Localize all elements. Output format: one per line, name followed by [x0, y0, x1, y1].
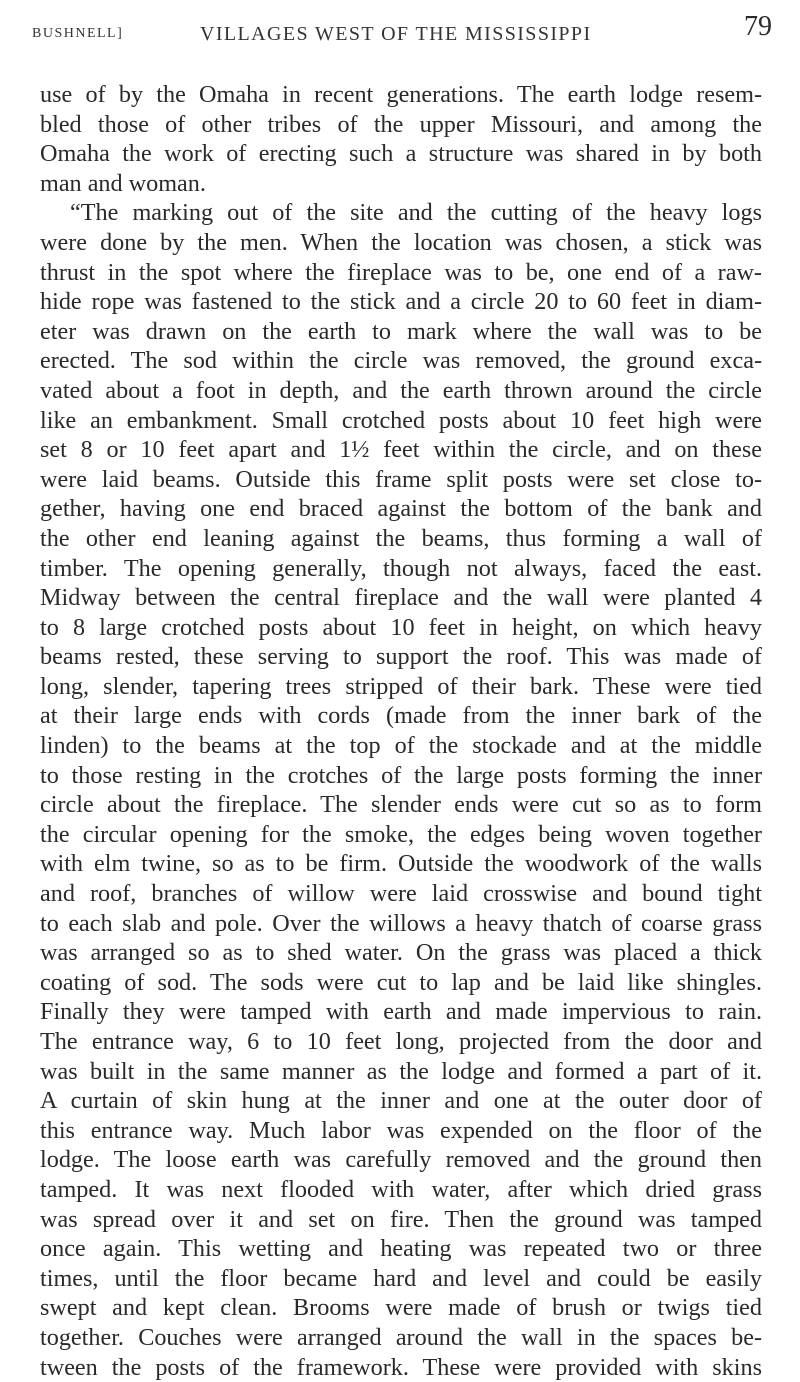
text-line: thrust in the spot where the fireplace was to be, one end of a raw-: [40, 258, 762, 286]
text-line: linden) to the beams at the top of the stockade and at the middle: [40, 732, 762, 760]
text-line: Midway between the central fireplace and the wall were planted 4: [40, 584, 762, 612]
text-line: swept and kept clean. Brooms were made of brush or twigs tied: [40, 1294, 762, 1322]
page-number: 79: [744, 11, 772, 42]
text-line: use of by the Omaha in recent generations. The earth lodge resem-: [40, 81, 762, 108]
text-line: to those resting in the crotches of the large posts forming the inner: [40, 761, 762, 789]
text-line: man and woman.: [40, 169, 206, 197]
text-line: timber. The opening generally, though not always, faced the east.: [40, 554, 762, 582]
body-text: [40, 80, 762, 1382]
running-head-author: BUSHNELL]: [32, 26, 124, 41]
running-head: [32, 6, 772, 46]
text-line: to each slab and pole. Over the willows a heavy thatch of coarse grass: [40, 909, 762, 937]
text-line: like an embankment. Small crotched posts about 10 feet high were: [40, 406, 762, 434]
text-line: A curtain of skin hung at the inner and one at the outer door of: [40, 1087, 762, 1115]
text-line: was arranged so as to shed water. On the grass was placed a thick: [40, 939, 762, 967]
text-line: together. Couches were arranged around the wall in the spaces be-: [40, 1323, 762, 1351]
text-line: to 8 large crotched posts about 10 feet in height, on which heavy: [40, 613, 762, 641]
text-line: set 8 or 10 feet apart and 1½ feet within the circle, and on these: [40, 436, 762, 464]
text-line: times, until the floor became hard and level and could be easily: [40, 1264, 762, 1292]
text-line: and roof, branches of willow were laid crosswise and bound tight: [40, 880, 762, 908]
text-line: hide rope was fastened to the stick and a circle 20 to 60 feet in diam-: [40, 288, 762, 316]
text-line: tween the posts of the framework. These were provided with skins: [40, 1353, 762, 1381]
text-line: gether, having one end braced against the bottom of the bank and: [40, 495, 762, 523]
text-line: the circular opening for the smoke, the edges being woven together: [40, 820, 762, 848]
text-line: tamped. It was next flooded with water, after which dried grass: [40, 1175, 762, 1203]
text-line: lodge. The loose earth was carefully removed and the ground then: [40, 1146, 762, 1174]
text-line: eter was drawn on the earth to mark where the wall was to be: [40, 317, 762, 345]
text-line: was spread over it and set on fire. Then the ground was tamped: [40, 1205, 762, 1233]
text-line: beams rested, these serving to support the roof. This was made of: [40, 643, 762, 671]
text-line: circle about the fireplace. The slender ends were cut so as to form: [40, 791, 762, 819]
text-line: was built in the same manner as the lodge and formed a part of it.: [40, 1057, 762, 1085]
text-line: vated about a foot in depth, and the earth thrown around the circle: [40, 376, 762, 404]
text-line: bled those of other tribes of the upper Missouri, and among the: [40, 110, 762, 138]
text-line: this entrance way. Much labor was expended on the floor of the: [40, 1116, 762, 1144]
running-head-title: VILLAGES WEST OF THE MISSISSIPPI: [200, 23, 592, 45]
text-line: “The marking out of the site and the cutting of the heavy logs: [70, 199, 762, 227]
text-line: erected. The sod within the circle was removed, the ground exca-: [40, 347, 762, 375]
text-line: long, slender, tapering trees stripped of their bark. These were tied: [40, 672, 762, 700]
text-line: with elm twine, so as to be firm. Outside the woodwork of the walls: [40, 850, 762, 878]
text-line: at their large ends with cords (made from the inner bark of the: [40, 702, 762, 730]
text-line: were done by the men. When the location was chosen, a stick was: [40, 228, 762, 256]
text-line: were laid beams. Outside this frame split posts were set close to-: [40, 465, 762, 493]
text-line: Finally they were tamped with earth and made impervious to rain.: [40, 998, 762, 1026]
text-line: Omaha the work of erecting such a structure was shared in by both: [40, 140, 762, 168]
text-line: coating of sod. The sods were cut to lap and be laid like shingles.: [40, 968, 762, 996]
text-line: once again. This wetting and heating was repeated two or three: [40, 1235, 762, 1263]
text-line: the other end leaning against the beams, thus forming a wall of: [40, 524, 762, 552]
text-line: The entrance way, 6 to 10 feet long, projected from the door and: [40, 1028, 762, 1055]
